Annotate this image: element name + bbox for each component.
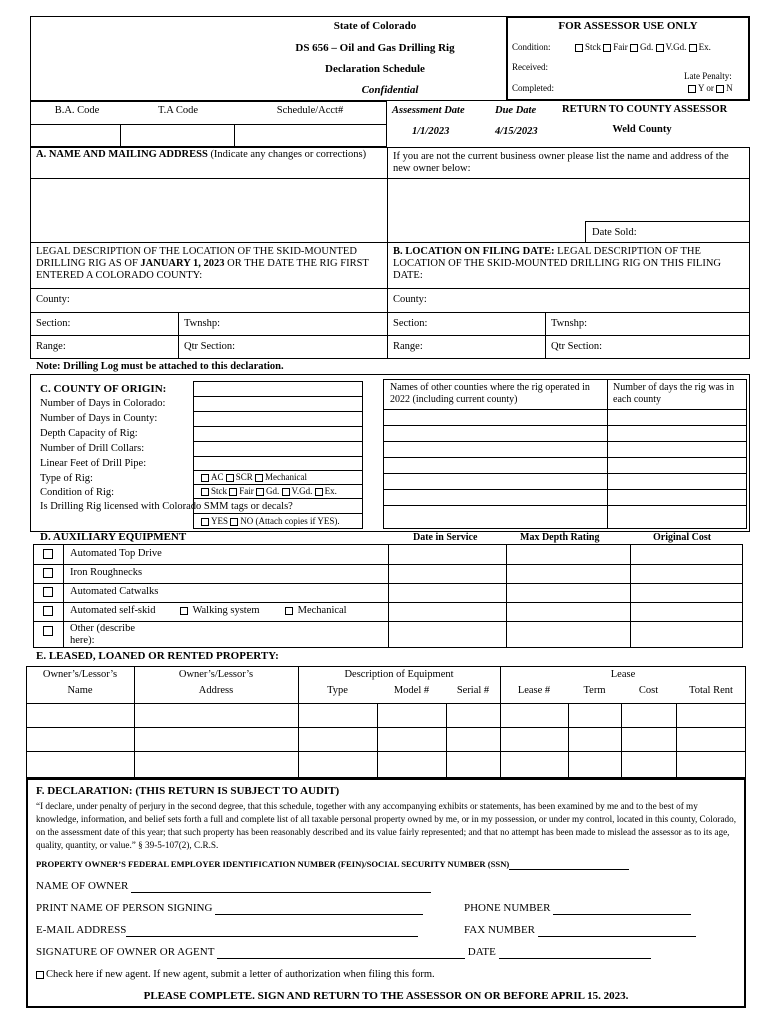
- top-drive-depth-input[interactable]: [507, 545, 629, 563]
- fax-input[interactable]: [538, 927, 696, 937]
- drill-pipe-label: Linear Feet of Drill Pipe:: [40, 458, 147, 469]
- legal-description-a: LEGAL DESCRIPTION OF THE LOCATION OF THE SKID-MOUNTED DRILLING RIG AS OF JANUARY 1, 2023 OR THE DATE THE RIG FIRST ENTERED A COLORADO COUNTY:: [36, 246, 369, 282]
- smm-question: Is Drilling Rig licensed with Colorado SMM tags or decals?: [40, 501, 293, 512]
- days-county-input[interactable]: [194, 397, 362, 411]
- late-penalty-label: Late Penalty:: [684, 71, 732, 81]
- owner-name-header-1: Owner’s/Lessor’s: [42, 669, 118, 680]
- new-owner-input[interactable]: [388, 179, 749, 221]
- checkbox[interactable]: [282, 488, 290, 496]
- cost-header: Cost: [638, 685, 659, 696]
- top-drive-cost-input[interactable]: [631, 545, 742, 563]
- due-date-label: Due Date: [495, 105, 537, 116]
- fax-label: FAX NUMBER: [464, 924, 696, 937]
- checkbox[interactable]: [689, 44, 697, 52]
- catwalks-checkbox[interactable]: [43, 587, 53, 597]
- legal-description-b: B. LOCATION ON FILING DATE: LEGAL DESCRIPTION OF THE LOCATION OF THE SKID-MOUNTED DRILLING RIG ON THIS FILING DATE:: [393, 246, 722, 282]
- iron-roughnecks-label: Iron Roughnecks: [70, 567, 143, 578]
- return-label: RETURN TO COUNTY ASSESSOR: [562, 104, 728, 115]
- due-date: 4/15/2023: [495, 126, 538, 137]
- county-days-input[interactable]: [608, 410, 746, 425]
- smm-options: YES NO (Attach copies if YES).: [201, 516, 340, 526]
- lessor-name-input[interactable]: [27, 704, 133, 726]
- schedule-acct-input[interactable]: [235, 125, 386, 146]
- section-d-title: D. AUXILIARY EQUIPMENT: [40, 531, 187, 543]
- owner-name-header-2: Name: [67, 685, 93, 696]
- new-agent-label: Check here if new agent. If new agent, submit a letter of authorization when filing this form.: [36, 969, 435, 981]
- email-label: E-MAIL ADDRESS: [36, 924, 418, 937]
- total-rent-header: Total Rent: [689, 685, 733, 696]
- print-name-label: PRINT NAME OF PERSON SIGNING: [36, 902, 423, 915]
- rig-type-label: Type of Rig:: [40, 473, 93, 484]
- a-section-label: Section:: [36, 318, 71, 329]
- depth-capacity-input[interactable]: [194, 412, 362, 426]
- section-c-title: C. COUNTY OF ORIGIN:: [40, 383, 167, 395]
- checkbox[interactable]: [716, 85, 724, 93]
- ba-code-input[interactable]: [31, 125, 119, 146]
- top-drive-date-input[interactable]: [389, 545, 505, 563]
- rig-type-options: AC SCR Mechanical: [201, 472, 307, 482]
- rig-condition-label: Condition of Rig:: [40, 487, 115, 498]
- email-input[interactable]: [126, 927, 418, 937]
- owner-name-label: NAME OF OWNER: [36, 880, 431, 893]
- checkbox[interactable]: [255, 474, 263, 482]
- original-cost-header: Original Cost: [653, 532, 712, 543]
- late-penalty-options: Y or N: [688, 83, 733, 93]
- schedule-title: Declaration Schedule: [325, 63, 425, 75]
- ta-code-label: T.A Code: [157, 105, 199, 116]
- checkbox[interactable]: [201, 518, 209, 526]
- drill-collars-input[interactable]: [194, 427, 362, 441]
- equipment-description-header: Description of Equipment: [344, 669, 454, 680]
- date-input[interactable]: [499, 949, 651, 959]
- drill-pipe-input[interactable]: [194, 442, 362, 456]
- checkbox[interactable]: [285, 607, 293, 615]
- iron-roughnecks-checkbox[interactable]: [43, 568, 53, 578]
- days-colorado-label: Number of Days in Colorado:: [40, 398, 166, 409]
- new-agent-checkbox[interactable]: [36, 971, 44, 979]
- checkbox[interactable]: [603, 44, 611, 52]
- confidential-label: Confidential: [361, 84, 419, 96]
- checkbox[interactable]: [180, 607, 188, 615]
- date-in-service-header: Date in Service: [413, 532, 478, 543]
- checkbox[interactable]: [688, 85, 696, 93]
- days-each-header: Number of days the rig was in each county: [613, 382, 735, 405]
- checkbox[interactable]: [630, 44, 638, 52]
- a-twnshp-label: Twnshp:: [184, 318, 221, 329]
- state-title: State of Colorado: [333, 20, 417, 32]
- other-checkbox[interactable]: [43, 626, 53, 636]
- assessor-title: FOR ASSESSOR USE ONLY: [558, 20, 698, 32]
- b-qtr-label: Qtr Section:: [551, 341, 603, 352]
- term-header: Term: [583, 685, 606, 696]
- fein-label: PROPERTY OWNER’S FEDERAL EMPLOYER IDENTIFICATION NUMBER (FEIN)/SOCIAL SECURITY NUMBER (SSN): [36, 860, 629, 870]
- top-drive-label: Automated Top Drive: [70, 548, 162, 559]
- condition-label: Condition:: [512, 42, 551, 52]
- other-counties-header: Names of other counties where the rig operated in 2022 (including current county): [390, 382, 590, 405]
- other-describe-label: Other (describe here):: [70, 623, 136, 647]
- serial-header: Serial #: [456, 685, 490, 696]
- checkbox[interactable]: [226, 474, 234, 482]
- b-county-label: County:: [393, 294, 427, 305]
- owner-name-input[interactable]: [131, 883, 431, 893]
- ta-code-input[interactable]: [121, 125, 233, 146]
- signature-input[interactable]: [217, 949, 465, 959]
- declaration-text: “I declare, under penalty of perjury in the second degree, that this schedule, together with any accompanying exhibits or statements, has been examined by me and to the best of my knowledge, information, and belief sets forth a full and complete list of all taxable personal property owned by me, or in my possession, or under my control, located in this county, Colorado, on the assessment date of this year; that such property has been reasonably described and its value fairly represented; and that no attempt has been made to mislead the assessor as to its age, quality, quantity, or value.” § 39-5-107(2), C.R.S.: [36, 801, 737, 850]
- self-skid-label: Automated self-skid: [70, 605, 156, 616]
- phone-label: PHONE NUMBER: [464, 902, 691, 915]
- depth-capacity-label: Depth Capacity of Rig:: [40, 428, 138, 439]
- lease-header: Lease: [610, 669, 636, 680]
- signature-label: SIGNATURE OF OWNER OR AGENT DATE: [36, 946, 651, 959]
- assessment-date: 1/1/2023: [412, 126, 450, 137]
- checkbox[interactable]: [229, 488, 237, 496]
- lease-no-header: Lease #: [517, 685, 551, 696]
- phone-input[interactable]: [553, 905, 691, 915]
- ba-code-label: B.A. Code: [54, 105, 100, 116]
- date-sold-label: Date Sold:: [592, 227, 637, 238]
- catwalks-label: Automated Catwalks: [70, 586, 159, 597]
- a-qtr-label: Qtr Section:: [184, 341, 236, 352]
- walking-system-option: Walking system: [180, 605, 260, 617]
- drilling-log-note: Note: Drilling Log must be attached to this declaration.: [36, 361, 284, 372]
- drill-collars-label: Number of Drill Collars:: [40, 443, 145, 454]
- top-drive-checkbox[interactable]: [43, 549, 53, 559]
- days-county-label: Number of Days in County:: [40, 413, 158, 424]
- name-address-input[interactable]: [31, 179, 386, 242]
- checkbox[interactable]: [201, 474, 209, 482]
- days-colorado-input[interactable]: [194, 382, 362, 396]
- section-e-title: E. LEASED, LOANED OR RENTED PROPERTY:: [36, 650, 279, 662]
- print-name-input[interactable]: [215, 905, 423, 915]
- checkbox[interactable]: [230, 518, 238, 526]
- completed-label: Completed:: [512, 83, 554, 93]
- owner-address-header-1: Owner’s/Lessor’s: [178, 669, 254, 680]
- footer-instruction: PLEASE COMPLETE. SIGN AND RETURN TO THE ASSESSOR ON OR BEFORE APRIL 15. 2023.: [143, 990, 629, 1002]
- county-name-input[interactable]: [384, 410, 606, 425]
- lessor-address-input[interactable]: [135, 704, 297, 726]
- a-range-label: Range:: [36, 341, 66, 352]
- schedule-acct-label: Schedule/Acct#: [276, 105, 344, 116]
- county-name: Weld County: [612, 124, 672, 135]
- condition-options: Stck Fair Gd. V.Gd. Ex.: [575, 42, 711, 52]
- checkbox[interactable]: [315, 488, 323, 496]
- fein-input[interactable]: [509, 860, 629, 870]
- section-a-title: A. NAME AND MAILING ADDRESS (Indicate any changes or corrections): [36, 149, 367, 160]
- type-header: Type: [327, 685, 348, 696]
- form-title: DS 656 – Oil and Gas Drilling Rig: [295, 42, 455, 54]
- mechanical-option: Mechanical: [285, 605, 347, 617]
- b-range-label: Range:: [393, 341, 423, 352]
- self-skid-checkbox[interactable]: [43, 606, 53, 616]
- assessment-date-label: Assessment Date: [392, 105, 465, 116]
- checkbox[interactable]: [256, 488, 264, 496]
- max-depth-header: Max Depth Rating: [520, 532, 600, 543]
- new-owner-note: If you are not the current business owner please list the name and address of the new owner below:: [393, 151, 729, 175]
- model-header: Model #: [393, 685, 430, 696]
- owner-address-header-2: Address: [198, 685, 234, 696]
- rig-condition-options: Stck Fair Gd. V.Gd. Ex.: [201, 486, 337, 496]
- b-twnshp-label: Twnshp:: [551, 318, 588, 329]
- checkbox[interactable]: [575, 44, 583, 52]
- b-section-label: Section:: [393, 318, 428, 329]
- section-f-title: F. DECLARATION: (THIS RETURN IS SUBJECT TO AUDIT): [36, 785, 340, 797]
- checkbox[interactable]: [201, 488, 209, 496]
- checkbox[interactable]: [656, 44, 664, 52]
- a-county-label: County:: [36, 294, 70, 305]
- received-label: Received:: [512, 62, 548, 72]
